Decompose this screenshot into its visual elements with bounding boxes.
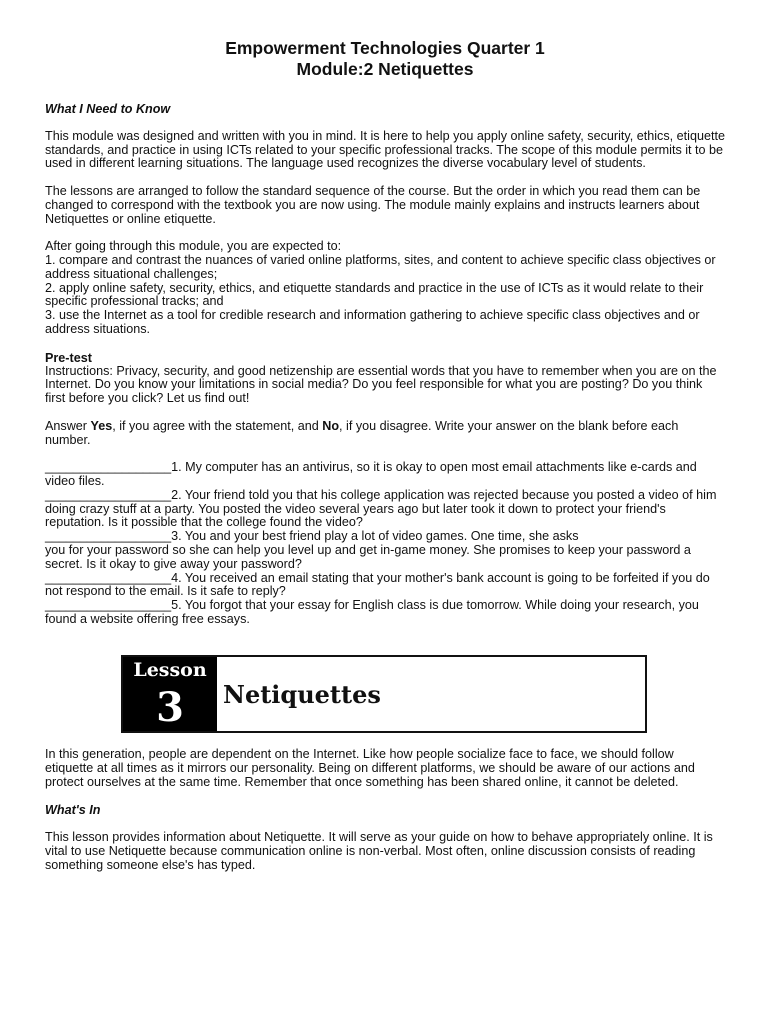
what-i-need-heading: What I Need to Know — [45, 102, 171, 116]
objective-2: 2. apply online safety, security, ethics, and etiquette standards and practice in the use of ICTs as it would relate to their specific professional tracks; and — [45, 280, 704, 309]
answer-blank[interactable]: __________________ — [45, 529, 172, 544]
lesson-badge — [123, 657, 217, 731]
document-title — [45, 38, 725, 80]
answer-instructions: Answer Yes, if you agree with the statement, and No, if you disagree. Write your answer on the blank before each number. — [45, 418, 679, 447]
pretest-item-5: __________________5. You forgot that your essay for English class is due tomorrow. While doing your research, you found a website offering free essays. — [45, 598, 699, 626]
intro-paragraph-2: The lessons are arranged to follow the standard sequence of the course. But the order in which you read them can be changed to correspond with the textbook you are now using. The module mainly explains and instructs learners about Netiquettes or online etiquette. — [45, 183, 701, 226]
pretest-instructions: Instructions: Privacy, security, and good netizenship are essential words that you have to remember when you are on the Internet. Do you know your limitations in social media? Do you feel responsible for what you are posting? Do you think first before you click? Let us find out! — [45, 363, 717, 406]
lesson-number: 3 — [156, 684, 184, 731]
objective-3: 3. use the Internet as a tool for credible research and information gathering to achieve specific class objectives and or address situations. — [45, 308, 700, 336]
document-page — [45, 38, 725, 627]
answer-blank[interactable]: __________________ — [45, 460, 172, 475]
pretest-item-3: __________________3. You and your best friend play a lot of video games. One time, she asks you for your password so she can help you level up and get in-game money. She promises to keep your password a secret. Is it okay to give away your password? — [45, 529, 691, 571]
pretest-heading: Pre-test — [45, 350, 92, 365]
lesson-title: Netiquettes — [223, 679, 381, 709]
title-line-1: Empowerment Technologies Quarter 1 — [225, 38, 545, 58]
answer-yes: Yes — [90, 418, 113, 433]
whats-in-heading: What's In — [45, 803, 101, 818]
pretest-item-1: __________________1. My computer has an antivirus, so it is okay to open most email attachments like e-cards and video files. — [45, 460, 697, 488]
lesson-banner — [121, 655, 647, 733]
intro-paragraph-1: This module was designed and written with you in mind. It is here to help you apply online safety, security, ethics, etiquette standards, and practice in using ICTs related to your specific professional tracks. The scope of this module permits it to be used in different learning situations. The language used recognizes the diverse vocabulary level of students. — [45, 128, 725, 171]
answer-blank[interactable]: __________________ — [45, 598, 172, 613]
pretest-item-2: __________________2. Your friend told you that his college application was rejected because you posted a video of him doing crazy stuff at a party. You posted the video several years ago but later took it down to protect your friend's reputation. Is it possible that the college found the video? — [45, 487, 717, 530]
lesson-intro-paragraph: In this generation, people are dependent on the Internet. Like how people socialize face to face, we should follow etiquette at all times as it mirrors our personality. Being on different platforms, we should be aware of our actions and protect ourselves at the same time. Remember that once something has been shared online, it cannot be deleted. — [45, 747, 695, 789]
objectives-intro: After going through this module, you are expected to: — [45, 239, 342, 254]
answer-no: No — [322, 418, 340, 433]
lesson-label: Lesson — [133, 659, 207, 681]
answer-blank[interactable]: __________________ — [45, 487, 172, 502]
pretest-item-3-continued: you for your password so she can help you level up and get in-game money. She promises to keep your password a secret. Is it okay to give away your password? — [45, 542, 691, 571]
pretest-item-4: __________________4. You received an email stating that your mother's bank account is going to be forfeited if you do not respond to the email. Is it safe to reply? — [45, 570, 710, 599]
lesson-content — [45, 748, 725, 872]
objective-1: 1. compare and contrast the nuances of varied online platforms, sites, and content to achieve specific class objectives or address situational challenges; — [45, 252, 716, 281]
title-line-2: Module:2 Netiquettes — [296, 59, 474, 79]
answer-blank[interactable]: __________________ — [45, 570, 172, 585]
whats-in-paragraph: This lesson provides information about Netiquette. It will serve as your guide on how to behave appropriately online. It is vital to use Netiquette because communication online is non-verbal. Most often, online discussion consists of reading something someone else's has typed. — [45, 829, 713, 872]
